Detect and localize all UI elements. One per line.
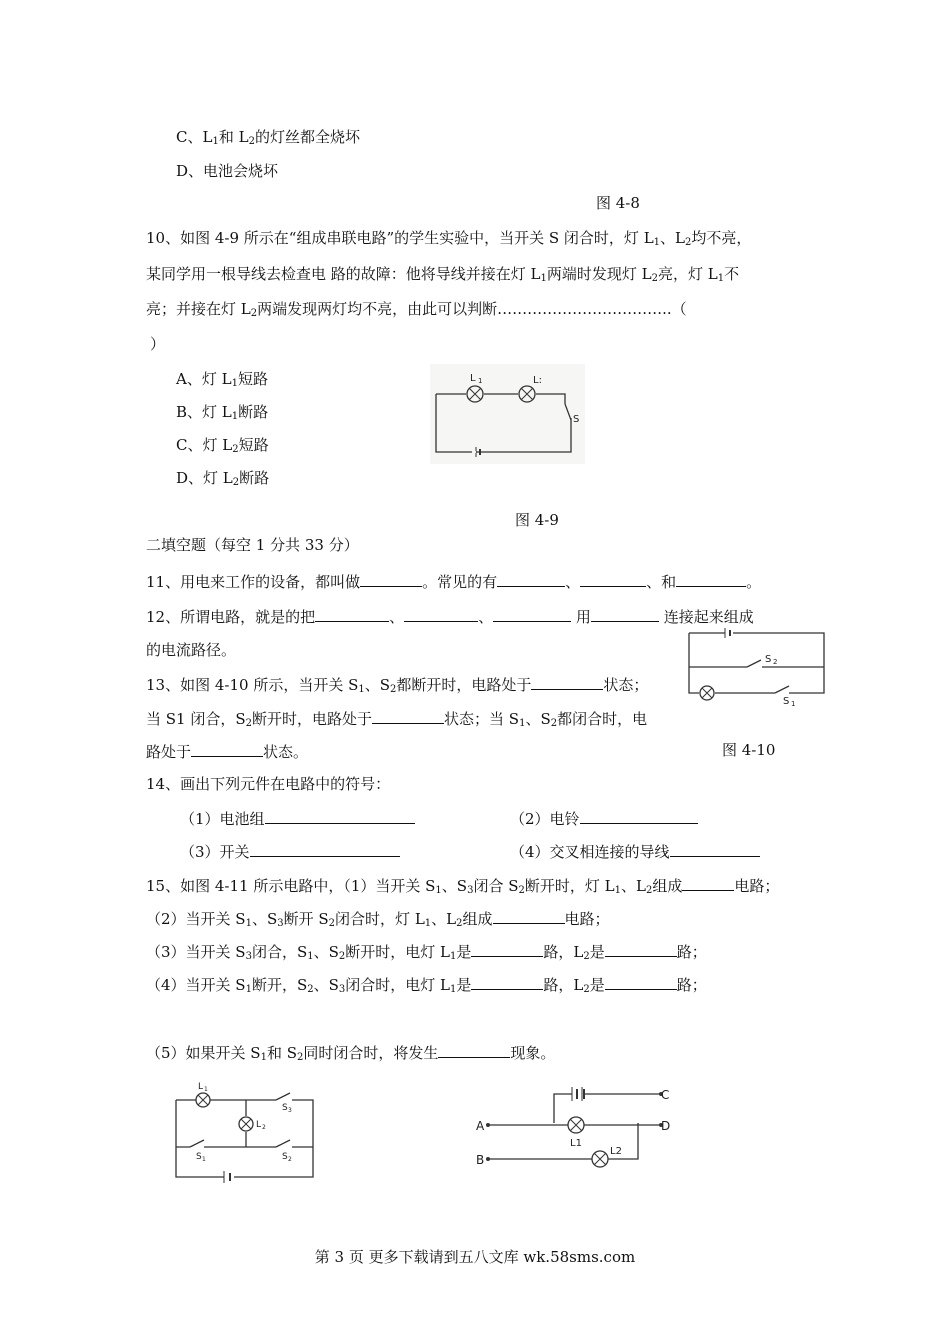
q10-option-d: D、灯 $L_2$断路 xyxy=(176,469,270,488)
fig49-label-s: S xyxy=(573,414,580,425)
lamp-l1-icon xyxy=(568,1117,584,1133)
q11-blank-2[interactable] xyxy=(497,570,565,587)
q9-option-c: C、$L_1$和 $L_2$的灯丝都全烧坏 xyxy=(176,128,360,147)
q14-blank-2[interactable] xyxy=(580,807,698,824)
lamp-icon xyxy=(700,686,714,700)
fig411-label-l2: L xyxy=(256,1120,262,1130)
fig411-label-a: A xyxy=(476,1119,485,1133)
figure-4-10-circuit xyxy=(687,627,827,709)
fig411-label-s2-sub: 2 xyxy=(288,1156,292,1163)
q15-blank-1[interactable] xyxy=(682,874,734,891)
q14-title: 14、画出下列元件在电路中的符号： xyxy=(146,775,391,793)
q13-line1: 13、如图 4-10 所示，当开关 $S_1$、$S_2$都断开时，电路处于 状态； xyxy=(146,673,648,695)
q14-blank-3[interactable] xyxy=(250,840,400,857)
battery-icon xyxy=(224,1171,230,1183)
q14-blank-4[interactable] xyxy=(670,840,760,857)
q15-blank-6[interactable] xyxy=(605,973,677,990)
section-2-title: 二填空题（每空 1 分共 33 分） xyxy=(146,536,359,554)
q12-blank-4[interactable] xyxy=(591,605,659,622)
q15-blank-5[interactable] xyxy=(471,973,543,990)
q12-blank-3[interactable] xyxy=(493,605,571,622)
fig411-label-s1: S xyxy=(196,1152,202,1162)
q10-line4: ） xyxy=(150,335,166,353)
figure-4-11-left-circuit xyxy=(168,1080,318,1182)
q10-option-a: A、灯 $L_1$短路 xyxy=(176,370,268,389)
fig411-label-l1-sub: 1 xyxy=(204,1086,208,1093)
q10-option-b: B、灯 $L_1$断路 xyxy=(176,403,269,422)
q11-blank-4[interactable] xyxy=(676,570,746,587)
fig411-label-d: D xyxy=(661,1119,671,1133)
q12-blank-1[interactable] xyxy=(315,605,389,622)
fig411-label-c: C xyxy=(661,1088,670,1102)
q15-blank-3[interactable] xyxy=(471,940,543,957)
q13-line3: 路处于 状态。 xyxy=(146,740,308,762)
lamp-l2-icon xyxy=(592,1151,608,1167)
fig411-label-l1-right: L1 xyxy=(570,1138,582,1149)
q10-line3: 亮；并接在灯 $L_2$两端发现两灯均不亮，由此可以判断……………………………..（ xyxy=(146,300,687,319)
q11-blank-1[interactable] xyxy=(360,570,422,587)
lamp-l2-icon xyxy=(239,1117,253,1131)
fig410-label-s2-sub: 2 xyxy=(773,658,778,666)
q15-blank-7[interactable] xyxy=(438,1041,510,1058)
q15-line2: （2）当开关 $S_1$、$S_3$断开 $S_2$闭合时，灯 $L_1$、$L_2$组成 电路； xyxy=(146,907,610,929)
battery-icon xyxy=(572,1087,584,1101)
fig411-label-l1: L xyxy=(198,1082,204,1092)
fig411-label-l2-sub: 2 xyxy=(262,1124,266,1131)
q11: 11、用电来工作的设备，都叫做 。常见的有 、 、和 。 xyxy=(146,570,761,592)
fig49-label-l1-sub: 1 xyxy=(478,377,483,385)
fig411-label-s3-sub: 3 xyxy=(288,1107,292,1114)
fig410-label-s1: S xyxy=(783,696,790,707)
q9-option-d: D、电池会烧坏 xyxy=(176,162,279,180)
fig411-label-l2-right: L2 xyxy=(610,1146,622,1157)
q12-blank-2[interactable] xyxy=(404,605,478,622)
q14-item-3: （3）开关 xyxy=(180,840,400,862)
q13-blank-3[interactable] xyxy=(191,740,263,757)
fig411-label-s1-sub: 1 xyxy=(202,1156,206,1163)
fig49-label-l1: L xyxy=(470,373,476,384)
q14-item-1: （1）电池组 xyxy=(180,807,415,829)
figure-4-11-right-circuit xyxy=(476,1080,706,1180)
figure-caption-4-9: 图 4-9 xyxy=(515,511,559,529)
q14-item-4: （4）交叉相连接的导线 xyxy=(510,840,760,862)
figure-caption-4-10: 图 4-10 xyxy=(722,741,776,759)
figure-4-9-circuit xyxy=(430,364,585,464)
q15-blank-4[interactable] xyxy=(605,940,677,957)
fig49-label-l2: L: xyxy=(533,375,542,386)
q13-blank-2[interactable] xyxy=(372,707,444,724)
q10-option-c: C、灯 $L_2$短路 xyxy=(176,436,269,455)
q12-line1: 12、所谓电路，就是的把 、 、 用 连接起来组成 xyxy=(146,605,754,627)
battery-icon xyxy=(725,628,730,638)
q13-line2: 当 S1 闭合，$S_2$断开时，电路处于 状态；当 $S_1$、$S_2$都闭合时，电 xyxy=(146,707,647,729)
fig411-label-s3: S xyxy=(282,1103,288,1113)
q10-line2: 某同学用一根导线去检查电 路的故障：他将导线并接在灯 $L_1$两端时发现灯 $L_2$亮，灯 $L_1$不 xyxy=(146,265,740,284)
fig411-label-b: B xyxy=(476,1153,485,1167)
fig410-label-s1-sub: 1 xyxy=(791,700,796,708)
q11-blank-3[interactable] xyxy=(580,570,646,587)
q15-blank-2[interactable] xyxy=(493,907,565,924)
q14-blank-1[interactable] xyxy=(265,807,415,824)
lamp-l1-icon xyxy=(196,1093,210,1107)
q15-line3: （3）当开关 $S_3$闭合，$S_1$、$S_2$断开时，电灯 $L_1$是 路，$L_2$是 路； xyxy=(146,940,707,962)
q15-line1: 15、如图 4-11 所示电路中，（1）当开关 $S_1$、$S_3$闭合 $S_2$断开时，灯 $L_1$、$L_2$组成 电路； xyxy=(146,874,779,896)
fig411-label-s2: S xyxy=(282,1152,288,1162)
q15-line4: （4）当开关 $S_1$断开，$S_2$、$S_3$闭合时，电灯 $L_1$是 路，$L_2$是 路； xyxy=(146,973,707,995)
q15-line5: （5）如果开关 $S_1$和 $S_2$同时闭合时，将发生 现象。 xyxy=(146,1041,555,1063)
page-footer: 第 3 页 更多下载请到五八文库 wk.58sms.com xyxy=(314,1248,636,1266)
q10-line1: 10、如图 4-9 所示在“组成串联电路”的学生实验中，当开关 S 闭合时，灯 $L_1$、$L_2$均不亮， xyxy=(146,229,752,248)
q14-item-2: （2）电铃 xyxy=(510,807,698,829)
q13-blank-1[interactable] xyxy=(531,673,603,690)
q12-line2: 的电流路径。 xyxy=(146,641,237,659)
fig410-label-s2: S xyxy=(765,654,772,665)
figure-caption-4-8: 图 4-8 xyxy=(596,194,640,212)
